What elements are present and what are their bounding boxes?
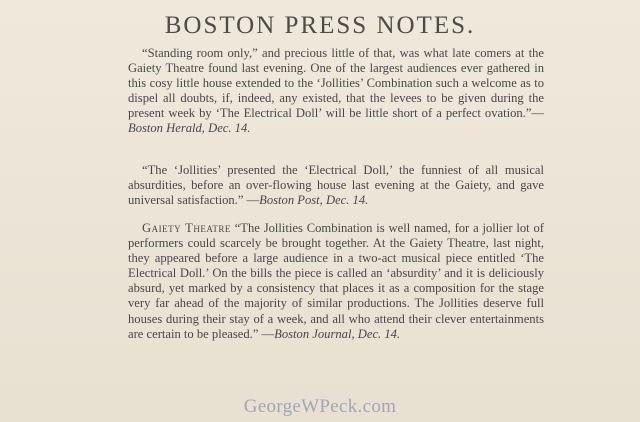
note-source: Boston Journal, Dec. 14. (274, 326, 401, 341)
press-note-journal (128, 221, 544, 342)
page-title: BOSTON PRESS NOTES. (164, 12, 476, 39)
watermark: GeorgeWPeck.com (243, 396, 397, 417)
note-source: Boston Post, Dec. 14. (259, 193, 369, 208)
note-paragraph (128, 163, 544, 208)
note-source: Boston Herald, Dec. 14. (128, 121, 251, 136)
press-note-herald (128, 46, 544, 137)
note-text: “Standing room only,” and precious little of that, was what late comers at the Gaiety Theatre found last evening. One of the largest audiences ever gathered in this cosy little house extended to the ‘Jollities’ Combination such a welcome as to dispel all doubts, if, indeed, any existed, that the levees to be given during the present week by ‘The Electrical Doll’ will be little short of a perfect ovation.”— (128, 46, 544, 121)
note-lead: Gaiety Theatre (142, 221, 231, 235)
press-note-post (128, 163, 544, 208)
note-text: “The ‘Jollities’ presented the ‘Electrical Doll,’ the funniest of all musical absurdities, before an over-flowing house last evening at the Gaiety, and gave universal satisfaction.” — (128, 163, 544, 208)
note-text: “The Jollities Combination is well named, for a jollier lot of performers could scarcely be brought together. At the Gaiety Theatre, last night, they appeared before a large audience in a two-act musical piece entitled ‘The Electrical Doll.’ On the bills the piece is called an ‘absurdity’ and it is deliciously absurd, yet marked by a consistency that places it as a composition for the stage very far ahead of the majority of similar productions. The Jollities deserve full houses during their stay of a week, and all who attend their clever entertainments are certain to be pleased.” — (128, 221, 544, 341)
note-paragraph (128, 221, 544, 342)
note-paragraph (128, 46, 544, 137)
